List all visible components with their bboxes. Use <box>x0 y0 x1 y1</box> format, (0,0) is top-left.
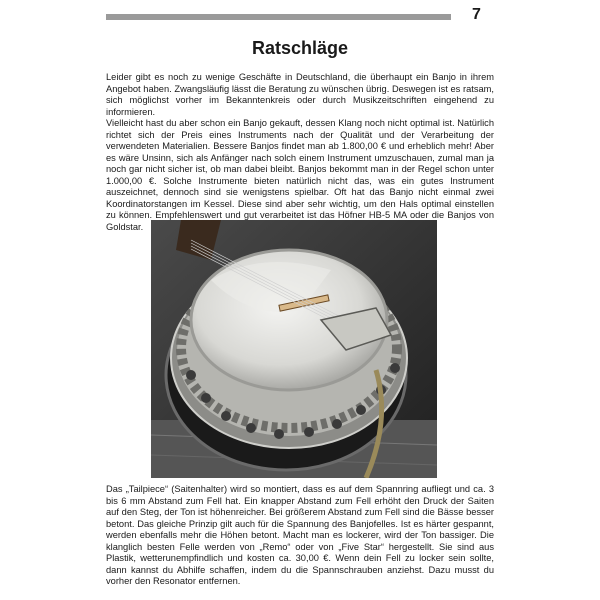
paragraph: Das „Tailpiece“ (Saitenhalter) wird so montiert, dass es auf dem Spannring aufliegt und ca. 3 bis 6 mm Abstand zum Fell hat. Ein knapper Abstand zum Fell erhöht den Druck der Saiten auf den Steg, der Ton ist höhenreicher. Bei größerem Abstand zum Fell sind die Bässe besser betont. Das gleiche Prinzip gilt auch für die Spannung des Banjofelles. Ist es härter gespannt, werden ebenfalls mehr die Höhen betont. Macht man es lockerer, wird der Ton bassiger. Die klanglich besten Felle werden von „Remo“ oder von „Five Star“ hergestellt. Sie sind aus Plastik, wetterunempfindlich und kosten ca. 30,00 €. Wenn dein Fell zu locker sein sollte, dann kannst du Abhilfe schaffen, indem du die Spannschrauben anziehst. Dazu musst du vorher den Resonator entfernen. <box>106 484 494 586</box>
header-rule <box>106 14 451 20</box>
page-title: Ratschläge <box>251 38 349 58</box>
paragraph: Vielleicht hast du aber schon ein Banjo gekauft, dessen Klang noch nicht optimal ist. Natürlich richtet sich der Preis eines Instruments nach der Qualität und der Verarbeitung der verwendeten Materialien. Bessere Banjos findet man ab 1.800,00 € und erheblich mehr! Aber es wäre Unsinn, sich als Anfänger nach solch einem Instrument umzuschauen, zumal man ja noch gar nicht sicher ist, ob man dabei bleibt. Banjos bekommt man in der Regel schon unter 1.000,00 €. Solche Instrumente bieten natürlich nicht das, was ein gutes Instrument auszeichnet, dennoch sind sie wenigstens spielbar. Oft hat das Banjo nicht einmal zwei Koordinatorstangen im Kessel. Diese sind aber sehr wichtig, um den Hals optimal einstellen zu können. Empfehlenswert und gut verarbeitet ist das Höfner HB-5 MA oder die Banjos von Goldstar. <box>106 118 494 232</box>
banjo-photo <box>151 220 437 478</box>
paragraph: Leider gibt es noch zu wenige Geschäfte in Deutschland, die überhaupt ein Banjo in ihrem Angebot haben. Zwangsläufig lässt die Beratung zu wünschen übrig. Deswegen ist es ratsam, sich möglichst vorher im Bekanntenkreis oder durch Musikzeitschriften eingehend zu informieren. <box>106 72 494 117</box>
bottom-text <box>106 484 494 588</box>
banjo-illustration <box>151 220 437 478</box>
page-number: 7 <box>472 6 481 23</box>
intro-text <box>106 72 494 233</box>
